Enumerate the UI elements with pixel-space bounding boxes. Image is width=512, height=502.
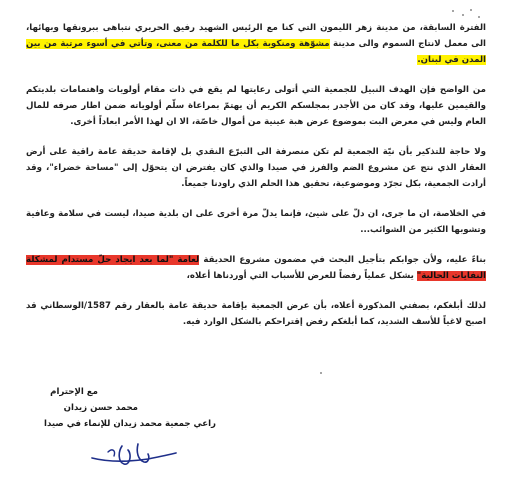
paragraph-text: يشكل عملياً رفضاً للعرض للأسباب التي أوردناها أعلاه،	[186, 271, 417, 281]
signatory-name: محمد حسن زيدان	[63, 403, 138, 413]
handwritten-signature	[88, 440, 178, 470]
scan-speck	[470, 9, 472, 11]
paragraph-park-intent: ولا حاجة للتذكير بأن نيّة الجمعية لم تكن منصرفة الى التبرّع النقدي بل لإقامة حديقة عامة راقية على أرض العقار الذي نتج عن مشروع الضم والفرز في صيدا والذي كان يفترض ان يتحوّل إلى "مساحة خضراء"، وقد أرادت الجمعية، بكل تجرّد وموضوعية، تحقيق هذا الحلم الذي راودنا جميعاً.	[26, 147, 486, 189]
scan-speck	[452, 10, 454, 12]
scan-speck	[462, 14, 464, 16]
highlighted-text-red: لعامة "لما بعد ايجاد حلّ مستدام لمشكلة النفايات الحالية"	[26, 255, 486, 281]
closing-regards: مع الإحترام	[50, 387, 98, 397]
signatory-title: راعي جمعية محمد زيدان للإنماء في صيدا	[44, 419, 216, 429]
paragraph-response	[26, 252, 486, 284]
scan-speck	[320, 372, 322, 374]
paragraph-text: بناءً عليه، ولأن جوابكم بتأجيل البحث في مضمون مشروع الحديقة	[199, 255, 487, 265]
paragraph-summary: في الخلاصة، ان ما جرى، ان دلّ على شيئ، فإنما يدلّ مرة أخرى على ان بلدية صيدا، ليست في سلامة وعافية وتشوبها الكثير من الشوائب...	[26, 209, 486, 235]
paragraph-priorities: من الواضح فإن الهدف النبيل للجمعية التي أتولى رعايتها لم يقع في ذات مقام أولويات واهتمامات بلديتكم والقيمين عليها، وقد كان من الأجدر بمجلسكم الكريم أن يهتمّ بمراعاة سلّم أولوياته ضمن اطار صرفه للمال العام وليس في معرض البت بموضوع عرض هبة عينية من أموال خاصّة، الا ان لهذا الأمر ابعاداً أخرى.	[26, 85, 486, 127]
paragraph-city-decline	[26, 20, 486, 68]
closing-block	[16, 384, 216, 432]
scan-speck	[478, 16, 480, 18]
highlighted-text-yellow: مشوّهة ومنكوبة بكل ما للكلمة من معنى، وتأتي في أسوء مرتبة من بين المدن في لبنان.	[26, 39, 486, 65]
paragraph-conclusion: لذلك أبلغكم، بصفتي المذكورة أعلاه، بأن عرض الجمعية بإقامة حديقة عامة بالعقار رقم 1587/الوسطاني قد اصبح لاغياً للأسف الشديد، كما أبلغكم رفض إقتراحكم بالشكل الوارد فيه.	[26, 301, 486, 327]
paragraph-text: الفترة السابقة، من مدينة زهر الليمون التي كنا مع الرئيس الشهيد رفيق الحريري نتباهى ببرونقها وبهائها، الى معمل لانتاج السموم والى مدينة	[26, 23, 486, 49]
